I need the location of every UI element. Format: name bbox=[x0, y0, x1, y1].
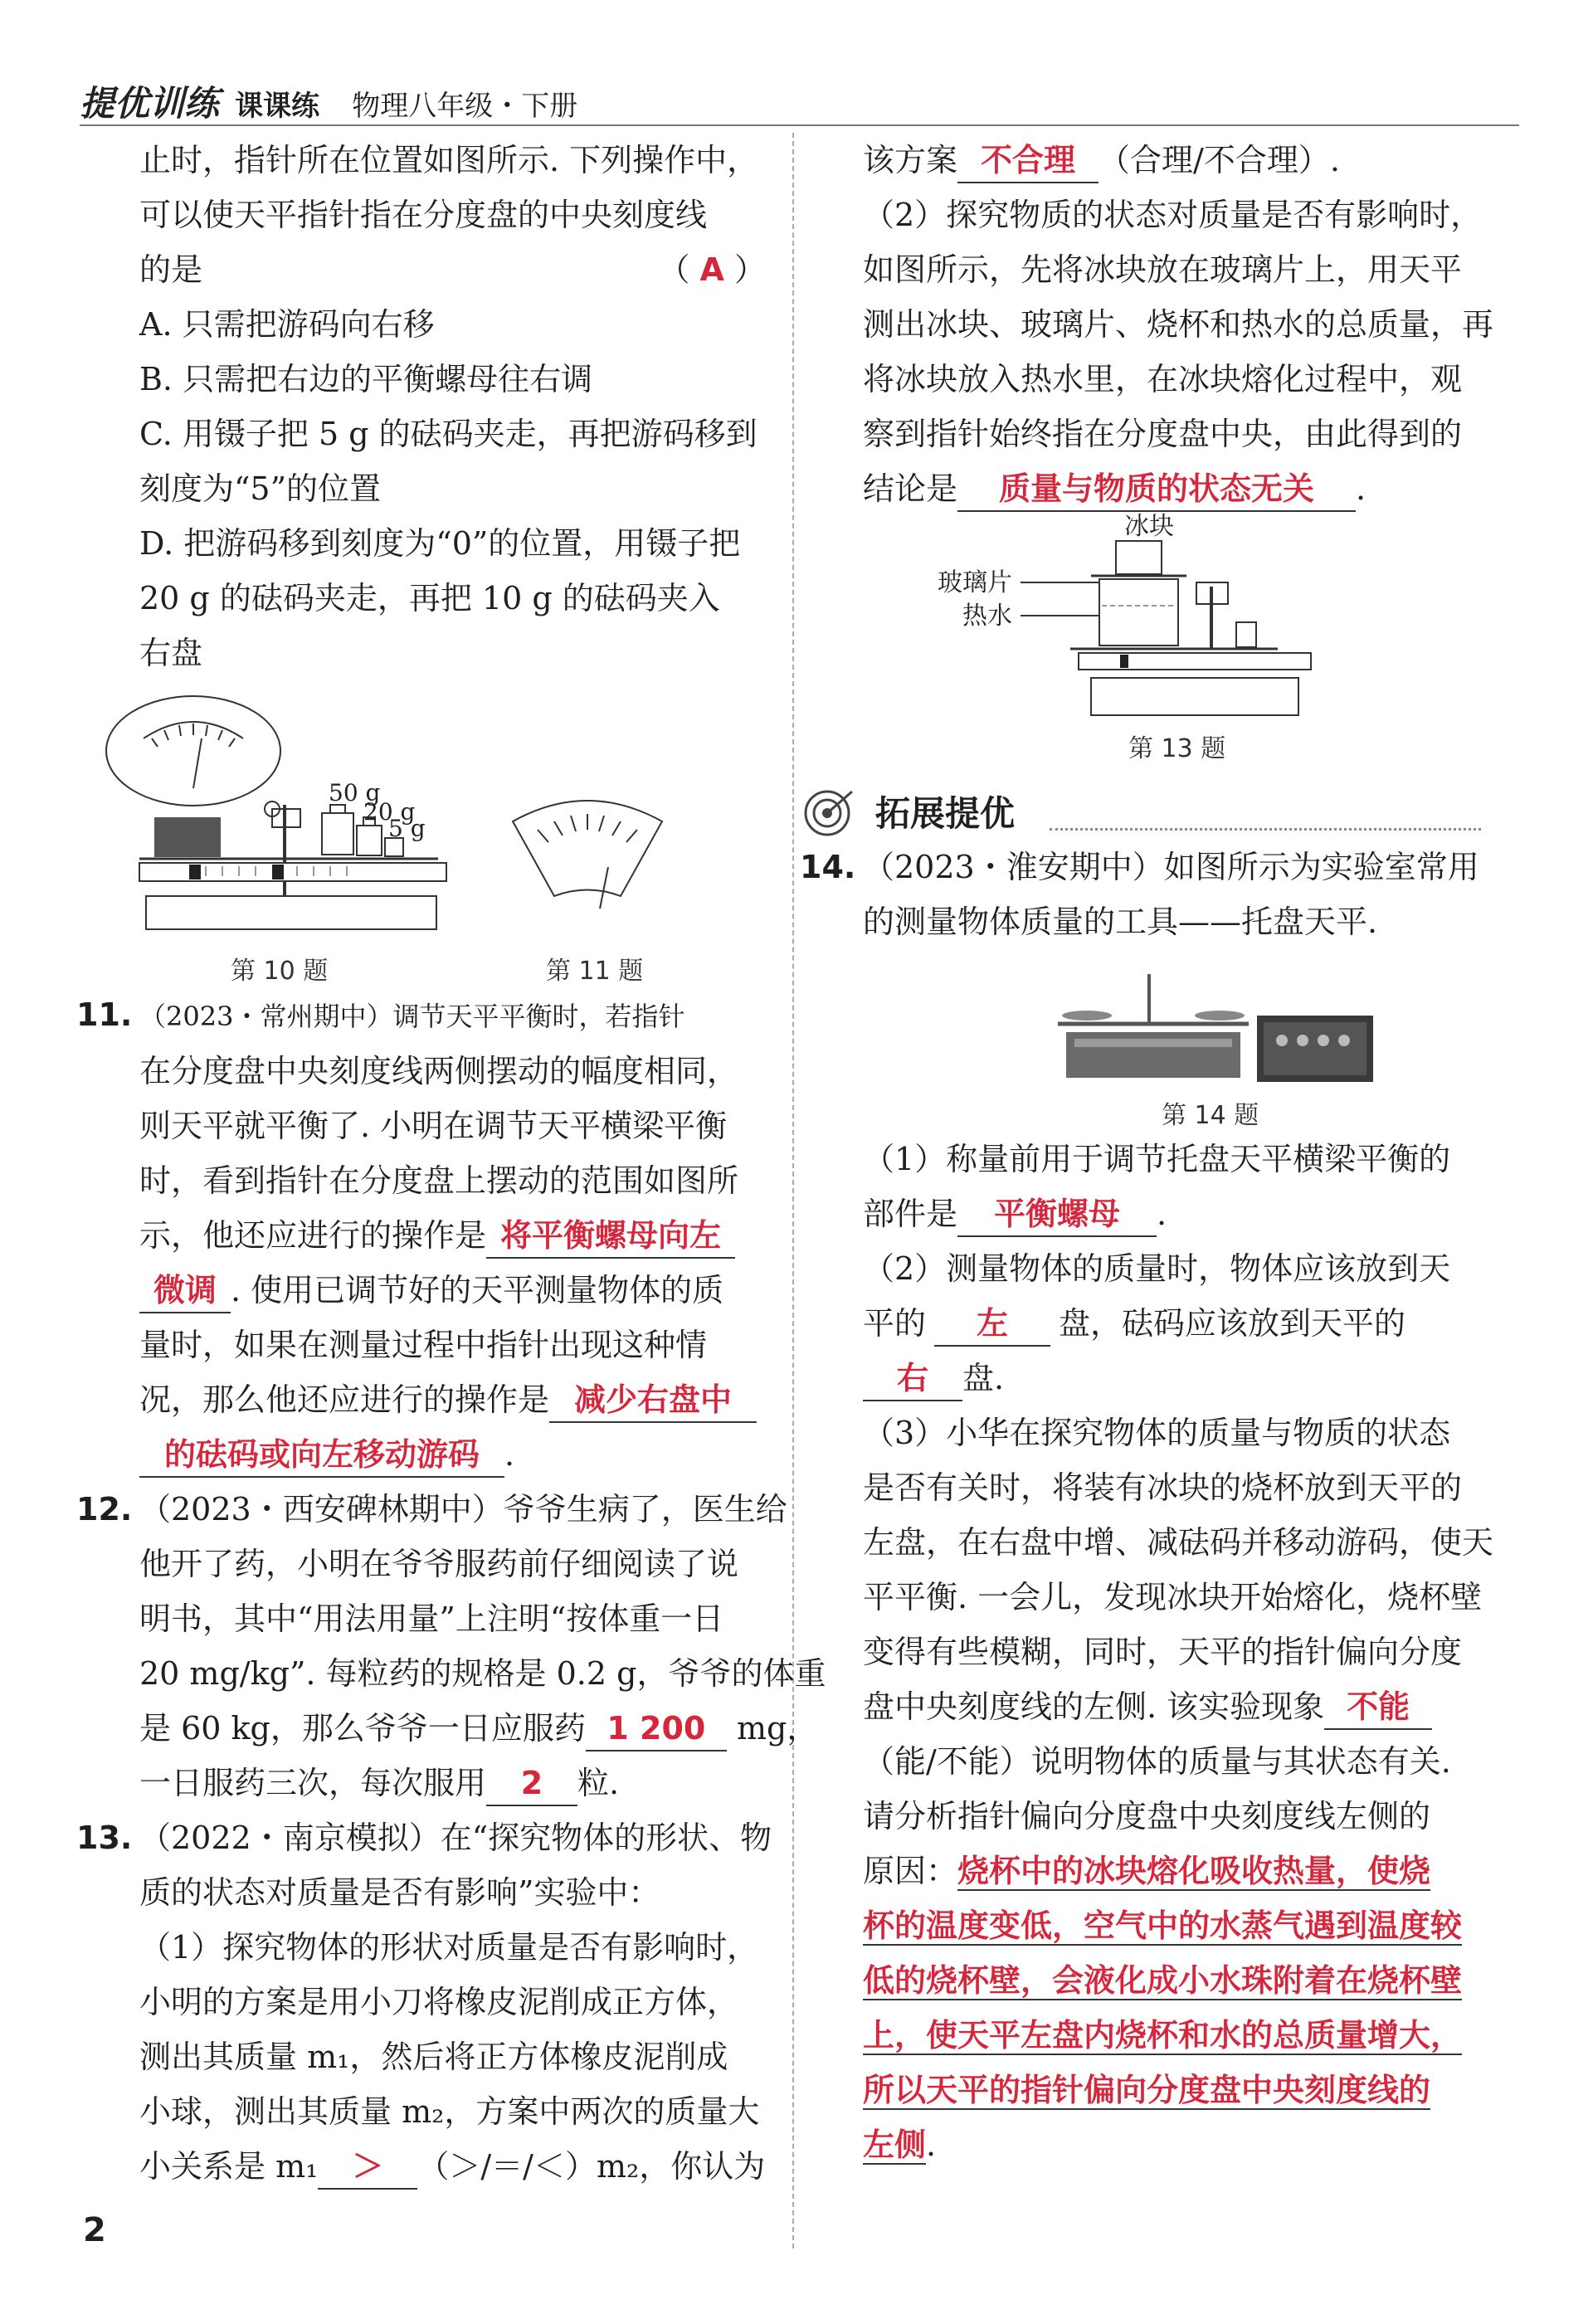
q13-number: 13. bbox=[76, 1820, 133, 1856]
figure-14 bbox=[863, 949, 1493, 1132]
q13-text: （合理/不合理）. bbox=[1099, 142, 1340, 178]
q14-line bbox=[863, 1679, 1493, 1734]
q11-line bbox=[139, 1208, 766, 1263]
q11-line bbox=[139, 1427, 766, 1482]
q14-answer-5: 所以天平的指针偏向分度盘中央刻度线的 bbox=[863, 2072, 1431, 2108]
q12-text: 一日服药三次，每次服用 bbox=[139, 1765, 487, 1801]
q13-text: 结论是 bbox=[863, 470, 958, 507]
q14-line: 变得有些模糊，同时，天平的指针偏向分度 bbox=[863, 1634, 1463, 1670]
q12-text: mg， bbox=[736, 1710, 819, 1747]
weight-5g-label: 5 g bbox=[388, 815, 426, 842]
q10-answer-bracket: （ A ） bbox=[658, 251, 766, 288]
figure-13 bbox=[863, 512, 1493, 773]
section-title: 拓展提优 bbox=[875, 793, 1016, 834]
q14-answer-5: 上，使天平左盘内烧杯和水的总质量增大， bbox=[863, 2017, 1463, 2054]
weight-50g-label: 50 g bbox=[329, 779, 381, 806]
q11-text: 示，他还应进行的操作是 bbox=[139, 1217, 487, 1254]
q10-option: 刻度为“5”的位置 bbox=[139, 470, 382, 507]
q14-line bbox=[863, 1898, 1493, 1953]
header-rule bbox=[80, 124, 1519, 126]
q14-line bbox=[863, 1844, 1493, 1898]
q14-line bbox=[863, 2117, 1493, 2172]
q11-text: 况，那么他还应进行的操作是 bbox=[139, 1381, 550, 1418]
q14-line: （能/不能）说明物体的质量与其状态有关. bbox=[863, 1743, 1451, 1780]
q12-line bbox=[139, 1756, 766, 1810]
balance-figure-13 bbox=[938, 512, 1452, 740]
q12-line: 20 mg/kg”. 每粒药的规格是 0.2 g，爷爷的体重 bbox=[139, 1655, 826, 1692]
q11-answer-1b: 微调 bbox=[139, 1269, 231, 1313]
q14-text: 盘中央刻度线的左侧. 该实验现象 bbox=[863, 1688, 1325, 1725]
q14-answer-5: 低的烧杯壁，会液化成小水珠附着在烧杯壁 bbox=[863, 1962, 1463, 1999]
q14-text: 部件是 bbox=[863, 1196, 958, 1232]
q13-line: 小球，测出其质量 m₂，方案中两次的质量大 bbox=[139, 2093, 760, 2130]
q12-line bbox=[76, 1482, 787, 1537]
fig13-caption: 第 13 题 bbox=[1128, 734, 1226, 763]
q14-line: 平平衡. 一会儿，发现冰块开始熔化，烧杯壁 bbox=[863, 1579, 1483, 1615]
q14-text: . bbox=[926, 2127, 937, 2163]
fig13-ice-label: 冰块 bbox=[1124, 512, 1174, 541]
q13-line: 质的状态对质量是否有影响”实验中： bbox=[139, 1874, 660, 1911]
q11-text: （2023・常州期中）调节天平平衡时，若指针 bbox=[139, 1001, 685, 1032]
q10-line bbox=[139, 242, 766, 297]
fig14-caption: 第 14 题 bbox=[1162, 1101, 1259, 1130]
q14-answer-3: 右 bbox=[863, 1357, 962, 1401]
q14-answer-1: 平衡螺母 bbox=[957, 1192, 1157, 1237]
q13-cont-line: （2）探究物质的状态对质量是否有影响时， bbox=[863, 197, 1483, 233]
q13-answer-reasonable: 不合理 bbox=[957, 139, 1099, 183]
q11-line bbox=[139, 1372, 766, 1427]
q14-line bbox=[800, 840, 1493, 894]
q10-option: B. 只需把右边的平衡螺母往右调 bbox=[139, 361, 593, 397]
q14-text: 盘，砝码应该放到天平的 bbox=[1059, 1305, 1406, 1342]
q13-line bbox=[139, 2139, 766, 2194]
q14-answer-5: 烧杯中的冰块熔化吸收热量，使烧 bbox=[957, 1853, 1431, 1889]
q13-text: 小关系是 m₁ bbox=[139, 2148, 319, 2185]
q13-line: （1）探究物体的形状对质量是否有影响时， bbox=[139, 1929, 759, 1966]
q14-line: 左盘，在右盘中增、减砝码并移动游码，使天 bbox=[863, 1524, 1494, 1561]
subject-title: 物理八年级・下册 bbox=[352, 90, 578, 123]
q13-text: （＞/＝/＜）m₂，你认为 bbox=[417, 2148, 766, 2185]
q13-cont-line: 将冰块放入热水里，在冰块熔化过程中，观 bbox=[863, 361, 1463, 397]
q14-line bbox=[863, 1296, 1493, 1351]
q10-line: 止时，指针所在位置如图所示. 下列操作中， bbox=[139, 142, 759, 178]
q13-text: （2022・南京模拟）在“探究物体的形状、物 bbox=[139, 1820, 772, 1856]
q13-text: . bbox=[1356, 470, 1366, 507]
q12-text: 粒. bbox=[577, 1765, 620, 1801]
q12-line bbox=[139, 1701, 819, 1756]
page-header bbox=[80, 76, 1523, 126]
q13-line: 测出其质量 m₁，然后将正方体橡皮泥削成 bbox=[139, 2039, 728, 2075]
q13-cont-line: 察到指针始终指在分度盘中央，由此得到的 bbox=[863, 416, 1463, 452]
q13-answer: ＞ bbox=[318, 2145, 417, 2190]
q13-line bbox=[76, 1810, 772, 1865]
q11-answer-2a: 减少右盘中 bbox=[549, 1378, 757, 1423]
fig10-caption: 第 10 题 bbox=[231, 957, 329, 986]
left-column bbox=[76, 133, 826, 2194]
q14-line: （3）小华在探究物体的质量与物质的状态 bbox=[863, 1415, 1451, 1451]
q11-line: 则天平就平衡了. 小明在调节天平横梁平衡 bbox=[139, 1108, 728, 1144]
q11-text: . bbox=[504, 1436, 515, 1473]
q10-line: 可以使天平指针指在分度盘的中央刻度线 bbox=[139, 197, 708, 233]
q11-text: . 使用已调节好的天平测量物体的质 bbox=[231, 1272, 724, 1308]
q14-text: （2023・淮安期中）如图所示为实验室常用 bbox=[863, 849, 1479, 885]
q14-line: 是否有关时，将装有冰块的烧杯放到天平的 bbox=[863, 1469, 1463, 1506]
fig13-water-label: 热水 bbox=[962, 602, 1012, 631]
q14-answer-5: 左侧 bbox=[863, 2127, 927, 2163]
q13-answer-conclusion: 质量与物质的状态无关 bbox=[957, 467, 1356, 512]
q14-line: （2）测量物体的质量时，物体应该放到天 bbox=[863, 1250, 1451, 1287]
q11-answer-2b: 的砝码或向左移动游码 bbox=[139, 1433, 504, 1478]
q10-answer: A bbox=[699, 251, 724, 288]
q10-option: 右盘 bbox=[139, 635, 203, 671]
q11-line bbox=[139, 1263, 766, 1318]
q12-text: 是 60 kg，那么爷爷一日应服药 bbox=[139, 1710, 586, 1747]
figures-10-11 bbox=[106, 680, 766, 987]
q11-line: 量时，如果在测量过程中指针出现这种情 bbox=[139, 1327, 708, 1363]
q10-line-text: 的是 bbox=[139, 251, 203, 288]
q13-text: 该方案 bbox=[863, 142, 958, 178]
q11-number: 11. bbox=[76, 996, 133, 1033]
section-header bbox=[801, 787, 1489, 836]
section-rule bbox=[1050, 828, 1481, 831]
q14-line bbox=[863, 1351, 1493, 1406]
q13-cont-line: 测出冰块、玻璃片、烧杯和热水的总质量，再 bbox=[863, 306, 1494, 343]
q14-answer-4: 不能 bbox=[1324, 1685, 1432, 1730]
q10-option: 20 g 的砝码夹走，再把 10 g 的砝码夹入 bbox=[139, 580, 720, 616]
q14-line: 部件是 平衡螺母 . bbox=[863, 1186, 1493, 1241]
q12-answer-2: 2 bbox=[486, 1761, 577, 1806]
weight-20g-label: 20 g bbox=[363, 798, 416, 826]
q12-line: 他开了药，小明在爷爷服药前仔细阅读了说 bbox=[139, 1546, 739, 1582]
q14-text: 平的 bbox=[863, 1305, 927, 1342]
q12-answer-1: 1 200 bbox=[586, 1707, 727, 1752]
q11-line bbox=[76, 987, 766, 1044]
q14-answer-5: 杯的温度变低，空气中的水蒸气遇到温度较 bbox=[863, 1907, 1463, 1944]
q11-line: 时，看到指针在分度盘上摆动的范围如图所 bbox=[139, 1162, 739, 1199]
target-icon bbox=[801, 787, 859, 836]
q14-text: 盘. bbox=[962, 1360, 1005, 1396]
page-number: 2 bbox=[83, 2211, 106, 2249]
q14-line: （1）称量前用于调节托盘天平横梁平衡的 bbox=[863, 1141, 1451, 1177]
q14-line: 的测量物体质量的工具——托盘天平. bbox=[863, 904, 1378, 940]
fig11-caption: 第 11 题 bbox=[546, 957, 644, 986]
column-divider bbox=[792, 133, 794, 2248]
q10-option: D. 把游码移到刻度为“0”的位置，用镊子把 bbox=[139, 525, 741, 562]
balance-figure-10 bbox=[106, 689, 753, 954]
q10-option: C. 用镊子把 5 g 的砝码夹走，再把游码移到 bbox=[139, 416, 758, 452]
q12-text: （2023・西安碑林期中）爷爷生病了，医生给 bbox=[139, 1491, 787, 1527]
q11-answer-1a: 将平衡螺母向左 bbox=[486, 1214, 735, 1259]
q14-line bbox=[863, 2008, 1493, 2063]
q10-option: A. 只需把游码向右移 bbox=[139, 306, 435, 343]
q11-line: 在分度盘中央刻度线两侧摆动的幅度相同， bbox=[139, 1053, 739, 1089]
tray-balance-photo bbox=[1050, 957, 1398, 1090]
q12-number: 12. bbox=[76, 1491, 133, 1527]
q13-cont-line: 如图所示，先将冰块放在玻璃片上，用天平 bbox=[863, 251, 1463, 288]
q14-line bbox=[863, 2063, 1493, 2117]
fig13-glass-label: 玻璃片 bbox=[938, 568, 1012, 597]
q14-answer-2: 左 bbox=[934, 1302, 1050, 1347]
brand-title: 提优训练 bbox=[80, 83, 220, 124]
q14-text: 原因： bbox=[863, 1853, 958, 1889]
q14-number: 14. bbox=[800, 849, 856, 885]
q12-line: 明书，其中“用法用量”上注明“按体重一日 bbox=[139, 1600, 724, 1637]
q14-line bbox=[863, 1953, 1493, 2008]
q13-line: 小明的方案是用小刀将橡皮泥削成正方体， bbox=[139, 1984, 739, 2020]
series-title: 课课练 bbox=[235, 90, 320, 123]
q13-cont-line bbox=[863, 133, 1493, 188]
q13-cont-line bbox=[863, 461, 1493, 516]
right-column bbox=[800, 133, 1494, 2172]
q14-line: 请分析指针偏向分度盘中央刻度线左侧的 bbox=[863, 1798, 1431, 1834]
